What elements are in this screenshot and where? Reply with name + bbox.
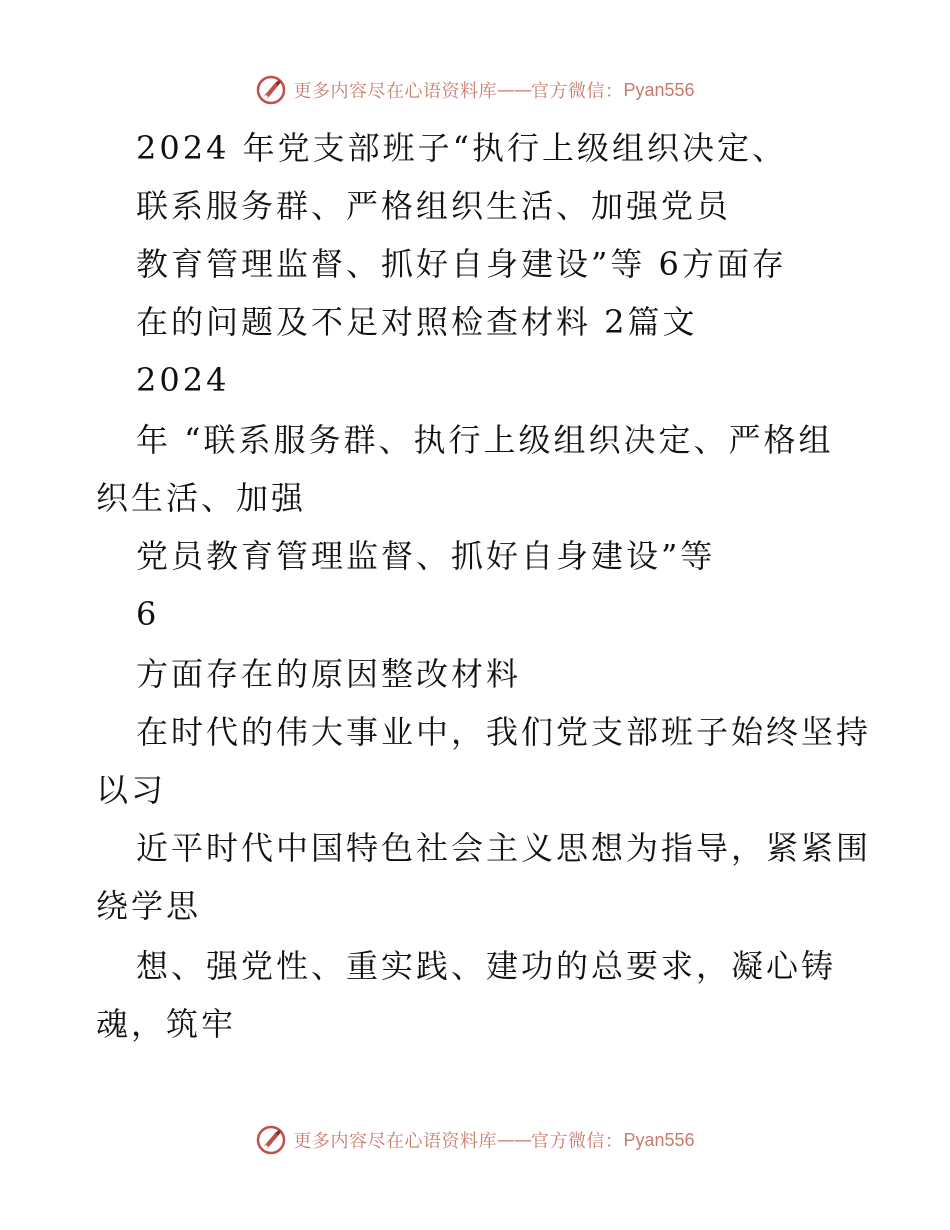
footer-watermark bbox=[0, 1122, 950, 1158]
watermark-dash: —— bbox=[496, 79, 531, 101]
header-watermark bbox=[0, 72, 950, 108]
text-line: 2024 年党支部班子“执行上级组织决定、 bbox=[136, 129, 787, 167]
text-line: 绕学思 bbox=[96, 887, 202, 925]
text-line: 在时代的伟大事业中，我们党支部班子始终坚持 bbox=[136, 713, 872, 751]
watermark-label: 官方微信： bbox=[530, 1131, 624, 1152]
logo-icon bbox=[255, 1124, 287, 1156]
text-line: 年 “联系服务群、执行上级组织决定、严格组 bbox=[136, 421, 834, 459]
text-line: 织生活、加强 bbox=[96, 479, 307, 517]
text-line: 魂，筑牢 bbox=[96, 1005, 237, 1043]
watermark-id: Pyan556 bbox=[623, 79, 695, 100]
text-line: 联系服务群、严格组织生活、加强党员 bbox=[136, 187, 732, 225]
watermark-id: Pyan556 bbox=[623, 1129, 695, 1150]
text-line: 想、强党性、重实践、建功的总要求，凝心铸 bbox=[136, 947, 837, 985]
text-line: 2024 bbox=[136, 361, 230, 399]
watermark-text: 更多内容尽在心语资料库 bbox=[293, 81, 497, 102]
watermark-text: 更多内容尽在心语资料库 bbox=[293, 1131, 497, 1152]
text-line: 6 bbox=[136, 595, 160, 633]
logo-icon bbox=[255, 74, 287, 106]
text-line: 党员教育管理监督、抓好自身建设”等 bbox=[136, 537, 716, 575]
watermark-label: 官方微信： bbox=[530, 81, 624, 102]
text-line: 在的问题及不足对照检查材料 2篇文 bbox=[136, 303, 698, 341]
text-line: 方面存在的原因整改材料 bbox=[136, 655, 522, 693]
text-line: 近平时代中国特色社会主义思想为指导，紧紧围 bbox=[136, 829, 872, 867]
text-line: 教育管理监督、抓好自身建设”等 6方面存 bbox=[136, 245, 787, 283]
watermark-dash: —— bbox=[496, 1129, 531, 1151]
text-line: 以习 bbox=[96, 771, 167, 809]
